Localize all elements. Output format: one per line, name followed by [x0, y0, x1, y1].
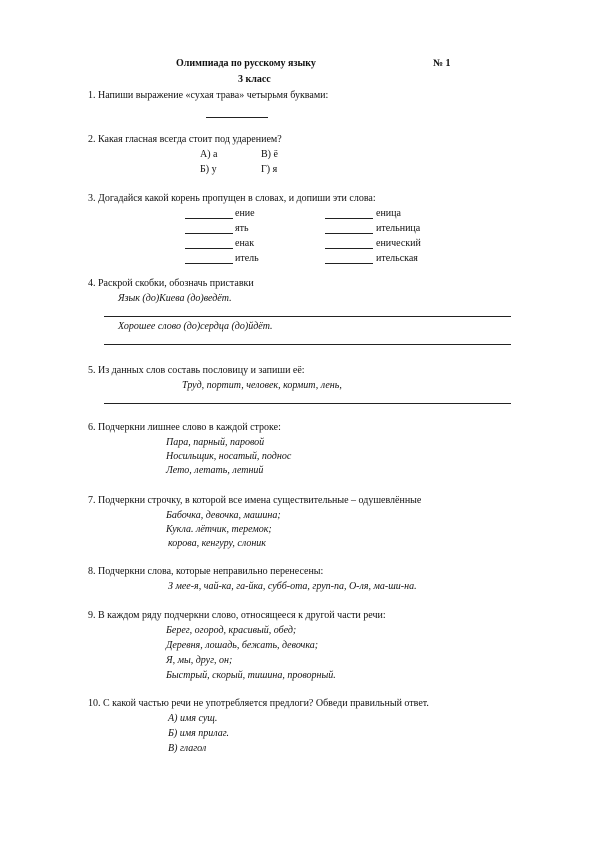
sentence-2: Хорошее слово (до)сердца (до)йдёт.: [118, 321, 273, 332]
question-1-text: 1. Напиши выражение «сухая трава» четырьмя буквами:: [88, 90, 329, 101]
word-row: Я, мы, друг, он;: [166, 655, 233, 666]
question-5-text: 5. Из данных слов составь пословицу и запиши её:: [88, 365, 305, 376]
word-ending: ять: [235, 223, 249, 234]
option-10-a: А) имя сущ.: [168, 713, 218, 724]
question-4-text: 4. Раскрой скобки, обозначь приставки: [88, 278, 254, 289]
option-2-v: В) ё: [261, 149, 278, 160]
answer-line-1: [206, 117, 268, 118]
olympiad-number: № 1: [433, 58, 451, 69]
root-blank: [185, 218, 233, 219]
sentence-1: Язык (до)Киева (до)ведёт.: [118, 293, 232, 304]
root-blank: [185, 248, 233, 249]
root-blank: [185, 263, 233, 264]
question-3-text: 3. Догадайся какой корень пропущен в словах, и допиши эти слова:: [88, 193, 376, 204]
word-row: Пара, парный, паровой: [166, 437, 265, 448]
question-6-text: 6. Подчеркни лишнее слово в каждой строке:: [88, 422, 281, 433]
word-ending: енак: [235, 238, 255, 249]
word-ending: ение: [235, 208, 255, 219]
answer-line: [104, 316, 511, 317]
question-9-text: 9. В каждом ряду подчеркни слово, относящееся к другой части речи:: [88, 610, 386, 621]
root-blank: [325, 218, 373, 219]
word-row: Лето, летать, летний: [166, 465, 264, 476]
word-list: З мее-я, чай-ка, га-йка, субб-ота, груп-па, О-ля, ма-ши-на.: [168, 581, 417, 592]
question-2-text: 2. Какая гласная всегда стоит под ударением?: [88, 134, 282, 145]
word-row: Деревня, лошадь, бежать, девочка;: [166, 640, 319, 651]
word-row: Быстрый, скорый, тишина, проворный.: [166, 670, 336, 681]
word-ending: итель: [235, 253, 259, 264]
option-10-b: Б) имя прилаг.: [168, 728, 230, 739]
word-ending: енический: [376, 238, 421, 249]
word-ending: ительская: [376, 253, 418, 264]
word-row: Кукла. лётчик, теремок;: [166, 524, 272, 535]
question-7-text: 7. Подчеркни строчку, в которой все имена существительные – одушевлённые: [88, 495, 422, 506]
option-2-a: А) а: [200, 149, 218, 160]
root-blank: [325, 263, 373, 264]
word-list: Труд, портит, человек, кормит, лень,: [182, 380, 342, 391]
word-ending: еница: [376, 208, 401, 219]
word-row: Бабочка, девочка, машина;: [166, 510, 281, 521]
word-ending: ительница: [376, 223, 421, 234]
olympiad-title: Олимпиада по русскому языку: [176, 58, 316, 69]
option-2-g: Г) я: [261, 164, 278, 175]
word-row: Берег, огород, красивый, обед;: [166, 625, 297, 636]
question-10-text: 10. С какой частью речи не употребляется предлоги? Обведи правильный ответ.: [88, 698, 429, 709]
question-8-text: 8. Подчеркни слова, которые неправильно перенесены:: [88, 566, 324, 577]
word-row: корова, кенгуру, слоник: [168, 538, 266, 549]
answer-line: [104, 403, 511, 404]
root-blank: [185, 233, 233, 234]
root-blank: [325, 248, 373, 249]
word-row: Носильщик, носатый, поднос: [166, 451, 292, 462]
answer-line: [104, 344, 511, 345]
root-blank: [325, 233, 373, 234]
grade-label: 3 класс: [238, 74, 271, 85]
option-10-v: В) глагол: [168, 743, 207, 754]
option-2-b: Б) у: [200, 164, 217, 175]
